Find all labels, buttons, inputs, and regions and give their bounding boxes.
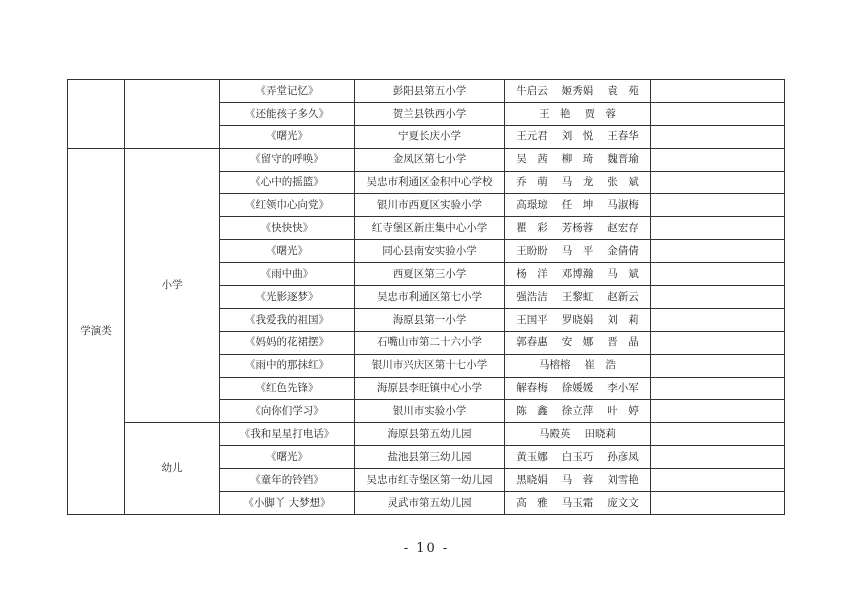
people-cell [505,492,651,515]
person-name: 王元君 [516,130,548,143]
work-title-cell: 《曙光》 [220,125,355,148]
person-name: 王春华 [607,130,639,143]
person-name: 吴 茜 [516,153,548,166]
school-cell: 宁夏长庆小学 [355,125,505,148]
award-table [67,79,785,515]
subcategory-cell-primary: 小学 [125,148,220,423]
school-cell: 西夏区第三小学 [355,263,505,286]
people-list [505,360,650,371]
person-name: 刘 悦 [561,130,594,143]
person-name: 马 平 [561,244,594,257]
remark-cell [651,263,785,286]
remark-cell [651,148,785,171]
person-name: 张 斌 [607,176,639,189]
person-name: 马 龙 [561,176,594,189]
remark-cell [651,400,785,423]
people-cell [505,80,651,103]
person-name: 马 蓉 [561,473,594,486]
people-list [505,498,650,509]
school-cell: 吴忠市利通区金积中心学校 [355,171,505,194]
person-name: 马玉霜 [561,496,594,509]
work-title-cell: 《曙光》 [220,446,355,469]
person-name: 解春梅 [516,382,548,395]
person-name: 贾 蓉 [584,107,616,120]
person-name: 马 斌 [607,267,639,280]
subcategory-cell-continued [125,80,220,149]
person-name: 芳杨蓉 [561,222,594,235]
remark-cell [651,308,785,331]
person-name: 王黎虹 [561,290,594,303]
people-cell [505,286,651,309]
people-cell [505,171,651,194]
person-name: 刘 莉 [607,313,639,326]
person-name: 牛启云 [516,84,548,97]
people-cell [505,400,651,423]
work-title-cell: 《还能孩子多久》 [220,102,355,125]
remark-cell [651,240,785,263]
person-name: 乔 萌 [516,176,548,189]
people-cell [505,125,651,148]
award-table-body [68,80,785,515]
school-cell: 金凤区第七小学 [355,148,505,171]
remark-cell [651,377,785,400]
work-title-cell: 《快快快》 [220,217,355,240]
person-name: 郭春惠 [516,336,548,349]
work-title-cell: 《红色先锋》 [220,377,355,400]
table-row [68,80,785,103]
people-cell [505,423,651,446]
school-cell: 海原县第五幼儿园 [355,423,505,446]
remark-cell [651,102,785,125]
people-list [505,292,650,303]
work-title-cell: 《红领巾心向党》 [220,194,355,217]
school-cell: 吴忠市利通区第七小学 [355,286,505,309]
work-title-cell: 《雨中曲》 [220,263,355,286]
remark-cell [651,194,785,217]
person-name: 孙彦凤 [607,450,639,463]
person-name: 田晓莉 [584,428,616,441]
people-list [505,429,650,440]
person-name: 袁 苑 [607,84,639,97]
work-title-cell: 《曙光》 [220,240,355,263]
person-name: 黑晓娟 [516,473,548,486]
remark-cell [651,125,785,148]
people-cell [505,217,651,240]
people-cell [505,308,651,331]
person-name: 瞿 彩 [516,222,548,235]
person-name: 王盼盼 [516,244,548,257]
work-title-cell: 《童年的铃铛》 [220,469,355,492]
people-cell [505,331,651,354]
work-title-cell: 《光影逐梦》 [220,286,355,309]
people-list [505,223,650,234]
remark-cell [651,217,785,240]
person-name: 李小军 [607,382,639,395]
people-list [505,269,650,280]
person-name: 马淑梅 [607,199,639,212]
people-list [505,177,650,188]
work-title-cell: 《妈妈的花裙摆》 [220,331,355,354]
remark-cell [651,354,785,377]
people-list [505,315,650,326]
person-name: 黄玉娜 [516,450,548,463]
person-name: 高 雅 [516,496,548,509]
people-list [505,200,650,211]
school-cell: 银川市兴庆区第十七小学 [355,354,505,377]
person-name: 邓博瀚 [561,267,594,280]
category-cell: 学演类 [68,148,125,514]
work-title-cell: 《雨中的那抹红》 [220,354,355,377]
school-cell: 贺兰县铁西小学 [355,102,505,125]
person-name: 崔 浩 [584,359,616,372]
remark-cell [651,423,785,446]
remark-cell [651,331,785,354]
school-cell: 同心县南安实验小学 [355,240,505,263]
subcategory-cell-kindergarten: 幼儿 [125,423,220,515]
people-cell [505,102,651,125]
person-name: 金倩倩 [607,244,639,257]
people-list [505,109,650,120]
person-name: 徐媛媛 [561,382,594,395]
people-cell [505,263,651,286]
person-name: 强浩洁 [516,290,548,303]
person-name: 白玉巧 [561,450,594,463]
person-name: 王国平 [516,313,548,326]
work-title-cell: 《我爱我的祖国》 [220,308,355,331]
person-name: 赵宏存 [607,222,639,235]
person-name: 安 娜 [561,336,594,349]
person-name: 赵新云 [607,290,639,303]
remark-cell [651,469,785,492]
work-title-cell: 《向你们学习》 [220,400,355,423]
remark-cell [651,492,785,515]
category-cell-continued [68,80,125,149]
people-cell [505,148,651,171]
work-title-cell: 《我和星星打电话》 [220,423,355,446]
work-title-cell: 《留守的呼唤》 [220,148,355,171]
work-title-cell: 《心中的摇篮》 [220,171,355,194]
person-name: 刘雪艳 [607,473,639,486]
person-name: 柳 琦 [561,153,594,166]
person-name: 王 艳 [539,107,571,120]
people-cell [505,354,651,377]
person-name: 马殿英 [539,428,571,441]
school-cell: 红寺堡区新庄集中心小学 [355,217,505,240]
person-name: 晋 晶 [607,336,639,349]
school-cell: 石嘴山市第二十六小学 [355,331,505,354]
remark-cell [651,80,785,103]
table-row [68,148,785,171]
school-cell: 银川市实验小学 [355,400,505,423]
person-name: 高璟琼 [516,199,548,212]
person-name: 陈 鑫 [516,405,548,418]
school-cell: 彭阳县第五小学 [355,80,505,103]
person-name: 叶 婷 [607,405,639,418]
school-cell: 海原县李旺镇中心小学 [355,377,505,400]
people-cell [505,469,651,492]
person-name: 马榕榕 [539,359,571,372]
people-list [505,406,650,417]
people-list [505,131,650,142]
school-cell: 盐池县第三幼儿园 [355,446,505,469]
school-cell: 灵武市第五幼儿园 [355,492,505,515]
person-name: 任 坤 [561,199,594,212]
people-cell [505,194,651,217]
people-list [505,337,650,348]
remark-cell [651,171,785,194]
school-cell: 吴忠市红寺堡区第一幼儿园 [355,469,505,492]
person-name: 姬秀娟 [561,84,594,97]
person-name: 杨 洋 [516,267,548,280]
people-list [505,452,650,463]
people-cell [505,377,651,400]
person-name: 庞文文 [607,496,639,509]
person-name: 徐立萍 [561,405,594,418]
people-list [505,475,650,486]
remark-cell [651,286,785,309]
person-name: 罗晓娟 [561,313,594,326]
people-cell [505,446,651,469]
remark-cell [651,446,785,469]
person-name: 魏晋瑜 [607,153,639,166]
table-row [68,423,785,446]
school-cell: 银川市西夏区实验小学 [355,194,505,217]
people-list [505,246,650,257]
people-list [505,383,650,394]
people-cell [505,240,651,263]
people-list [505,154,650,165]
school-cell: 海原县第一小学 [355,308,505,331]
work-title-cell: 《弄堂记忆》 [220,80,355,103]
page-number: - 10 - [403,541,450,556]
work-title-cell: 《小脚丫 大梦想》 [220,492,355,515]
people-list [505,86,650,97]
